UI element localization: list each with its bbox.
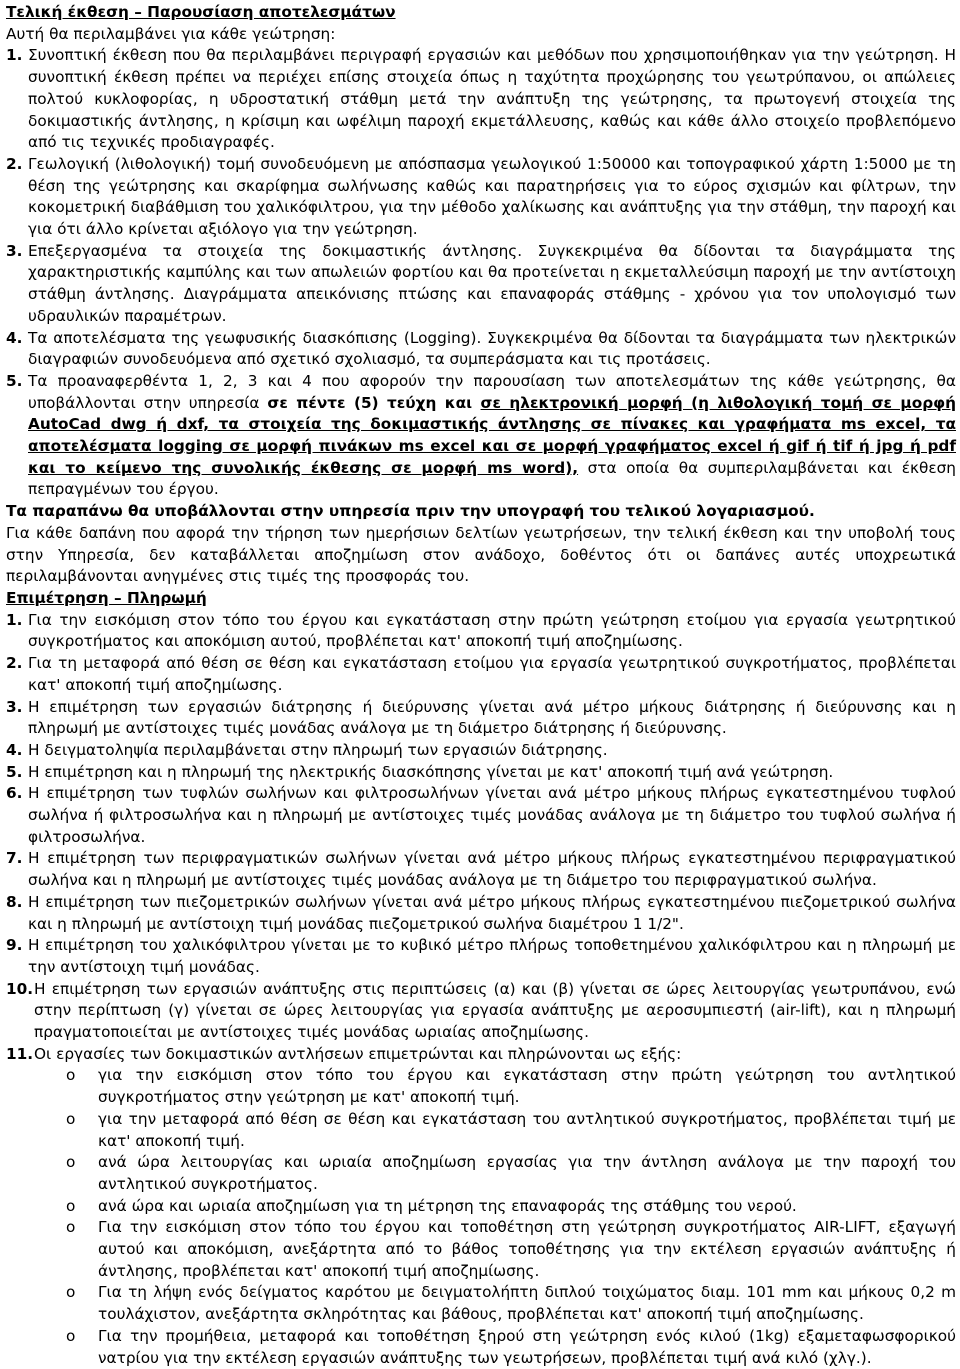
- bullet-item: [6, 1196, 956, 1218]
- item-text: Η επιμέτρηση των περιφραγματικών σωλήνων γίνεται ανά μέτρο μήκους πλήρως εγκατεστημένου περιφραγματικού σωλήνα και η πληρωμή με αντίστοιχες τιμές μονάδας ανάλογα με τη διάμετρο του περιφραγματικού σωλήνα.: [28, 849, 956, 890]
- list-item: [6, 935, 956, 978]
- item-text: Συνοπτική έκθεση που θα περιλαμβάνει περιγραφή εργασιών και μεθόδων που χρησιμοποιήθηκαν για την γεώτρηση. Η συνοπτική έκθεση πρέπει να περιέχει επίσης στοιχεία όπως η ταχύτητα προχώρησης του γεωτρύπανου, οι απώλειες πολτού κυκλοφορίας, η υδροστατική στάθμη μετά την ανάπτυξη της γεώτρησης, τα πρωτογενή στοιχεία της δοκιμαστικής άντλησης, η κρίσιμη και ωφέλιμη παροχή εκμετάλλευσης, καθώς και κάθε άλλο στοιχείο προβλεπόμενο από τις τεχνικές προδιαγραφές.: [28, 46, 956, 152]
- bullet-text: ανά ώρα λειτουργίας και ωριαία αποζημίωση εργασίας για την άντληση ανάλογα με την παροχή του αντλητικού συγκροτήματος.: [98, 1153, 956, 1193]
- bullet-marker: o: [66, 1109, 76, 1128]
- list-item: [6, 241, 956, 328]
- item5-text-a: Τα προαναφερθέντα 1, 2, 3 και 4 που αφορούν την παρουσίαση των αποτελεσμάτων της κάθε γεώτρησης, θα υποβάλλονται στην υπηρεσία: [28, 371, 956, 412]
- item-number: 10.: [6, 979, 34, 998]
- list-item: [6, 740, 956, 762]
- bullet-item: [6, 1282, 956, 1325]
- item-number: 2.: [6, 154, 23, 173]
- list-item: [6, 653, 956, 696]
- report-intro: Αυτή θα περιλαμβάνει για κάθε γεώτρηση:: [6, 24, 336, 43]
- item-text: Η επιμέτρηση των πιεζομετρικών σωλήνων γίνεται ανά μέτρο μήκους πλήρως εγκατεστημένου πιεζομετρικού σωλήνα και η πληρωμή με αντίστοιχη τιμή μονάδας πιεζομετρικού σωλήνα διαμέτρου 1 1/2".: [28, 892, 956, 933]
- bullet-text: για την εισκόμιση στον τόπο του έργου και εγκατάσταση στην πρώτη γεώτρηση του αντλητικού συγκροτήματος στην γεώτρηση με κατ' αποκοπή τιμή.: [98, 1066, 956, 1107]
- item-number: 8.: [6, 892, 23, 911]
- list-item: [6, 697, 956, 740]
- bullet-marker: o: [66, 1196, 76, 1215]
- list-item: [6, 762, 956, 784]
- item-text: Γεωλογική (λιθολογική) τομή συνοδευόμενη με απόσπασμα γεωλογικού 1:50000 και τοπογραφικού χάρτη 1:5000 με τη θέση της γεώτρησης και σκαρίφημα σωλήνωσης καθώς και παρατηρήσεις για το εύρος σχισμών και φίλτρων, την κοκομετρική διαβάθμιση του χαλικόφιλτρου, για την μέθοδο χαλίκωσης και ανάπτυξης για την στάθμη, την παροχή και για ότι άλλο κρίνεται αξιόλογο για την γεώτρηση.: [28, 154, 956, 239]
- item-text: Τα αποτελέσματα της γεωφυσικής διασκόπισης (Logging). Συγκεκριμένα θα δίδονται τα διαγράμματα των ηλεκτρικών διαγραφιών συνοδευόμενα από σχετικό σχολιασμό, τα συμπεράσματα και τις προτάσεις.: [28, 328, 956, 369]
- bullet-text: Για την εισκόμιση στον τόπο του έργου και τοποθέτηση στη γεώτρηση συγκροτήματος AIR-LIFT, εξαγωγή αυτού και αποκόμιση, ανεξάρτητα από το βάθος τοποθέτησης για την εκτέλεση εργασιών ανάπτυξης ή άντλησης, προβλέπεται κατ' αποκοπή τιμή αποζημίωσης.: [98, 1218, 956, 1280]
- bullet-marker: o: [66, 1066, 76, 1085]
- list-item: [6, 328, 956, 371]
- list-item: [6, 979, 956, 1044]
- bullet-text: Για τη λήψη ενός δείγματος καρότου με δειγματολήπτη διπλού τοιχώματος διαμ. 101 mm και μήκους 0,2 m τουλάχιστον, ανεξάρτητα σκληρότητας και βάθους, προβλέπεται κατ' αποκοπή τιμή αποζημίωσης.: [98, 1283, 956, 1324]
- bullet-text: ανά ώρα και ωριαία αποζημίωση για τη μέτρηση της επαναφοράς της στάθμης του νερού.: [98, 1196, 797, 1215]
- report-title: Τελική έκθεση – Παρουσίαση αποτελεσμάτων: [6, 3, 396, 21]
- item-number: 3.: [6, 697, 23, 716]
- bullet-item: [6, 1152, 956, 1195]
- report-notice: Τα παραπάνω θα υποβάλλονται στην υπηρεσία πριν την υπογραφή του τελικού λογαριασμού.: [6, 502, 815, 521]
- bullet-marker: o: [66, 1283, 76, 1302]
- item-number: 4.: [6, 740, 23, 759]
- item-number: 2.: [6, 654, 23, 673]
- list-item: [6, 783, 956, 848]
- item-number: 3.: [6, 241, 23, 260]
- item-number: 9.: [6, 936, 23, 955]
- report-paragraph: Για κάθε δαπάνη που αφορά την τήρηση των ημερήσιων δελτίων γεωτρήσεων, την τελική έκθεση και την υποβολή τους στην Υπηρεσία, δεν καταβάλλεται αποζημίωση στον ανάδοχο, δοθέντος ότι οι δαπάνες αυτές υποχρεωτικά περιλαμβάνονται ανηγμένες στις τιμές της προσφοράς του.: [6, 523, 956, 586]
- bullet-text: για την μεταφορά από θέση σε θέση και εγκατάσταση του αντλητικού συγκροτήματος, προβλέπεται τιμή με κατ' αποκοπή τιμή.: [98, 1109, 956, 1150]
- item-text: Για την εισκόμιση στον τόπο του έργου και εγκατάσταση στην πρώτη γεώτρηση ετοίμου για εργασία γεωτρητικού συγκροτήματος και αποκόμιση αυτού, προβλέπεται κατ' αποκοπή τιμή αποζημίωσης.: [28, 610, 956, 651]
- item-number: 6.: [6, 784, 23, 803]
- item-number: 5.: [6, 762, 23, 781]
- item-number: 4.: [6, 328, 23, 347]
- item5-bold-underline: σε ηλεκτρονική μορφή (η λιθολογική τομή σε μορφή AutoCad dwg ή dxf, τα στοιχεία της δοκιμαστικής άντλησης σε πίνακες και γραφήματα ms excel, τα αποτελέσματα logging σε μορφή πινάκων ms excel και σε μορφή γραφήματος excel ή gif ή tif ή jpg ή pdf και το κείμενο της συνολικής έκθεσης σε μορφή ms word),: [28, 393, 957, 477]
- list-item: [6, 1044, 956, 1066]
- item-text: Οι εργασίες των δοκιμαστικών αντλήσεων επιμετρώνται και πληρώνονται ως εξής:: [34, 1044, 682, 1063]
- item-text: Επεξεργασμένα τα στοιχεία της δοκιμαστικής άντλησης. Συγκεκριμένα θα δίδονται τα διαγράμματα της χαρακτηριστικής καμπύλης και των απωλειών φορτίου και θα προτείνεται η εκμεταλλεύσιμη παροχή με την αντίστοιχη στάθμη άντλησης. Διαγράμματα απεικόνισης πτώσης και επαναφοράς στάθμης - χρόνου για τον υπολογισμό των υδραυλικών παραμέτρων.: [28, 241, 956, 325]
- bullet-marker: o: [66, 1218, 76, 1237]
- item-text: Η επιμέτρηση των τυφλών σωλήνων και φιλτροσωλήνων γίνεται ανά μέτρο μήκους πλήρως εγκατεστημένου τυφλού σωλήνα ή φιλτροσωλήνα και η πληρωμή με αντίστοιχες τιμές μονάδας ανάλογα με τη διάμετρο του τυφλού σωλήνα ή φιλτροσωλήνα.: [28, 784, 956, 846]
- bullet-marker: o: [66, 1326, 76, 1345]
- bullet-item: [6, 1326, 956, 1369]
- bullet-text: Για την προμήθεια, μεταφορά και τοποθέτηση ξηρού στη γεώτρηση ενός κιλού (1kg) εξαμεταφωσφορικού νατρίου για την εκτέλεση εργασιών ανάπτυξης των γεωτρήσεων, προβλέπεται τιμή ανά κιλό (χλγ.).: [98, 1326, 956, 1367]
- item-number: 5.: [6, 371, 23, 390]
- item-text: Η επιμέτρηση των εργασιών ανάπτυξης στις περιπτώσεις (α) και (β) γίνεται σε ώρες λειτουργίας γεωτρυπάνου, ενώ στην περίπτωση (γ) γίνεται σε ώρες λειτουργίας για εργασία ανάπτυξης με αεροσυμπιεστή (air-lift), και η πληρωμή πραγματοποιείται με αντίστοιχες τιμές μονάδας ωριαίας αποζημίωσης.: [34, 979, 956, 1042]
- item-text: Η δειγματοληψία περιλαμβάνεται στην πληρωμή των εργασιών διάτρησης.: [28, 740, 608, 759]
- list-item: [6, 610, 956, 653]
- item-text: Η επιμέτρηση των εργασιών διάτρησης ή διεύρυνσης γίνεται ανά μέτρο μήκους διάτρησης ή διεύρυνσης και η πληρωμή με αντίστοιχες τιμές μονάδας ανάλογα με τη διάμετρο διάτρησης ή διεύρυνσης.: [28, 697, 956, 738]
- list-item: [6, 371, 956, 501]
- bullet-item: [6, 1065, 956, 1108]
- bullet-item: [6, 1217, 956, 1282]
- item-number: 1.: [6, 610, 23, 629]
- list-item: [6, 154, 956, 241]
- item-number: 1.: [6, 46, 23, 65]
- payment-title: Επιμέτρηση – Πληρωμή: [6, 588, 207, 607]
- bullet-marker: o: [66, 1153, 76, 1172]
- item-text: Η επιμέτρηση του χαλικόφιλτρου γίνεται με το κυβικό μέτρο πλήρως τοποθετημένου χαλικόφιλτρου και η πληρωμή με την αντίστοιχη τιμή μονάδας.: [28, 936, 956, 976]
- list-item: [6, 45, 956, 154]
- item-text: Για τη μεταφορά από θέση σε θέση και εγκατάσταση ετοίμου για εργασία γεωτρητικού συγκροτήματος, προβλέπεται κατ' αποκοπή τιμή αποζημίωσης.: [28, 654, 956, 694]
- list-item: [6, 892, 956, 935]
- bullet-item: [6, 1109, 956, 1152]
- item-number: 7.: [6, 849, 23, 868]
- item5-text-b: στα οποία θα συμπεριλαμβάνεται και έκθεση πεπραγμένων του έργου.: [28, 458, 956, 499]
- item5-bold: σε πέντε (5) τεύχη και: [267, 393, 481, 412]
- item-text: [28, 371, 956, 501]
- item-text: Η επιμέτρηση και η πληρωμή της ηλεκτρικής διασκόπησης γίνεται με κατ' αποκοπή τιμή ανά γεώτρηση.: [28, 762, 834, 781]
- item-number: 11.: [6, 1044, 34, 1063]
- list-item: [6, 848, 956, 891]
